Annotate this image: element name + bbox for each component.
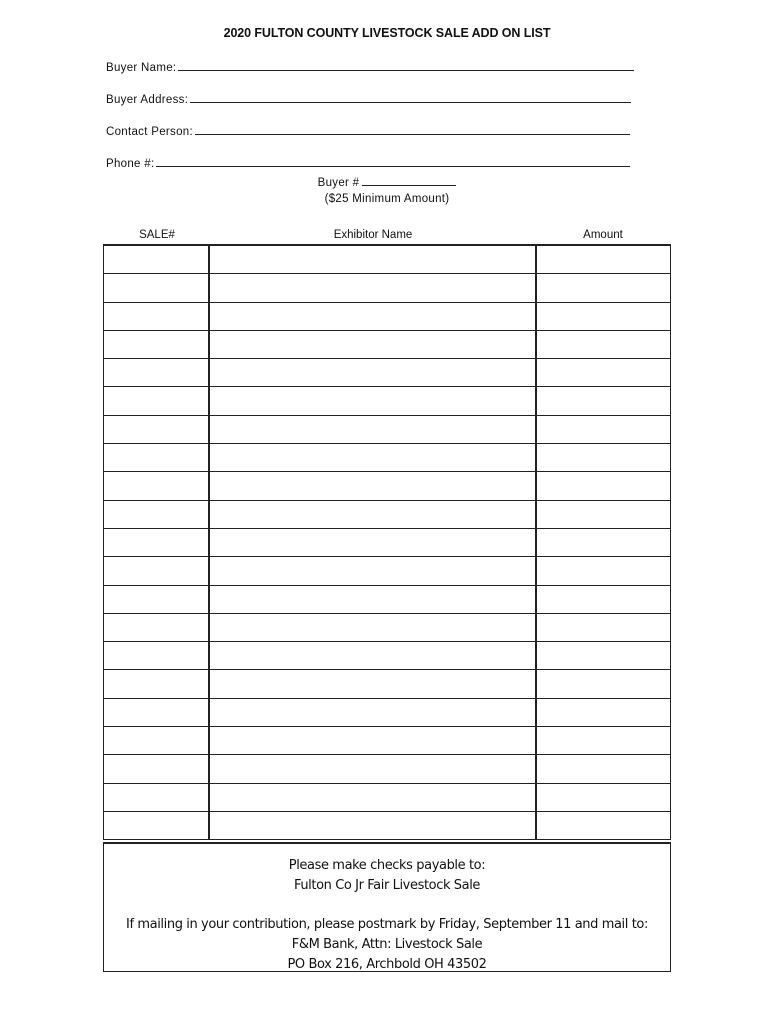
buyer-address-field[interactable] <box>106 92 631 106</box>
exhibitor-name-cell[interactable] <box>209 755 536 783</box>
buyer-name-label: Buyer Name: <box>106 62 177 74</box>
table-row <box>104 727 671 755</box>
table-row <box>104 415 671 443</box>
table-row <box>104 811 671 839</box>
table-row <box>104 783 671 811</box>
exhibitor-name-cell[interactable] <box>209 811 536 839</box>
table-row <box>104 585 671 613</box>
table-row <box>104 472 671 500</box>
buyer-number-line[interactable] <box>362 175 456 186</box>
phone-field[interactable] <box>106 156 630 170</box>
exhibitor-name-cell[interactable] <box>209 500 536 528</box>
amount-cell[interactable] <box>536 811 671 839</box>
table-row <box>104 302 671 330</box>
amount-cell[interactable] <box>536 783 671 811</box>
exhibitor-name-cell[interactable] <box>209 387 536 415</box>
amount-cell[interactable] <box>536 670 671 698</box>
buyer-number-field[interactable] <box>0 175 770 189</box>
table-row <box>104 387 671 415</box>
table-row <box>104 698 671 726</box>
amount-cell[interactable] <box>536 444 671 472</box>
sale-number-cell[interactable] <box>104 727 210 755</box>
exhibitor-name-cell[interactable] <box>209 642 536 670</box>
amount-cell[interactable] <box>536 755 671 783</box>
column-header-amount: Amount <box>583 229 623 241</box>
contact-person-label: Contact Person: <box>106 126 193 138</box>
exhibitor-name-cell[interactable] <box>209 727 536 755</box>
amount-cell[interactable] <box>536 698 671 726</box>
exhibitor-name-cell[interactable] <box>209 698 536 726</box>
buyer-number-label: Buyer # <box>317 177 360 189</box>
sale-number-cell[interactable] <box>104 359 210 387</box>
amount-cell[interactable] <box>536 415 671 443</box>
amount-cell[interactable] <box>536 330 671 358</box>
buyer-address-label: Buyer Address: <box>106 94 189 106</box>
sale-number-cell[interactable] <box>104 755 210 783</box>
amount-cell[interactable] <box>536 613 671 641</box>
sale-number-cell[interactable] <box>104 302 210 330</box>
exhibitor-name-cell[interactable] <box>209 359 536 387</box>
exhibitor-name-cell[interactable] <box>209 302 536 330</box>
table-row <box>104 359 671 387</box>
table-row <box>104 528 671 556</box>
table-row <box>104 444 671 472</box>
table-row <box>104 613 671 641</box>
buyer-address-line[interactable] <box>190 92 631 103</box>
table-row <box>104 755 671 783</box>
form-title: 2020 FULTON COUNTY LIVESTOCK SALE ADD ON LIST <box>223 26 551 40</box>
table-row <box>104 330 671 358</box>
exhibitor-name-cell[interactable] <box>209 415 536 443</box>
sale-number-cell[interactable] <box>104 444 210 472</box>
table-row <box>104 274 671 302</box>
payment-instructions <box>103 842 671 972</box>
amount-cell[interactable] <box>536 557 671 585</box>
sale-table-body <box>104 245 671 840</box>
exhibitor-name-cell[interactable] <box>209 783 536 811</box>
amount-cell[interactable] <box>536 727 671 755</box>
amount-cell[interactable] <box>536 642 671 670</box>
sale-number-cell[interactable] <box>104 500 210 528</box>
footer-payable-line: Please make checks payable to: <box>288 858 486 873</box>
sale-number-cell[interactable] <box>104 528 210 556</box>
amount-cell[interactable] <box>536 387 671 415</box>
exhibitor-name-cell[interactable] <box>209 274 536 302</box>
amount-cell[interactable] <box>536 528 671 556</box>
exhibitor-name-cell[interactable] <box>209 330 536 358</box>
sale-number-cell[interactable] <box>104 330 210 358</box>
sale-number-cell[interactable] <box>104 557 210 585</box>
sale-number-cell[interactable] <box>104 245 210 274</box>
column-header-exhibitor: Exhibitor Name <box>333 229 413 241</box>
exhibitor-name-cell[interactable] <box>209 528 536 556</box>
footer-address-line: PO Box 216, Archbold OH 43502 <box>287 957 487 972</box>
buyer-name-line[interactable] <box>178 60 634 71</box>
table-row <box>104 500 671 528</box>
footer-bank-line: F&M Bank, Attn: Livestock Sale <box>291 937 483 952</box>
amount-cell[interactable] <box>536 359 671 387</box>
contact-person-line[interactable] <box>195 124 630 135</box>
sale-number-cell[interactable] <box>104 698 210 726</box>
exhibitor-name-cell[interactable] <box>209 670 536 698</box>
exhibitor-name-cell[interactable] <box>209 444 536 472</box>
minimum-note: ($25 Minimum Amount) <box>324 193 450 205</box>
footer-payee-line: Fulton Co Jr Fair Livestock Sale <box>293 878 481 893</box>
phone-line[interactable] <box>156 156 630 167</box>
column-header-sale: SALE# <box>139 229 175 241</box>
sale-number-cell[interactable] <box>104 415 210 443</box>
sale-number-cell[interactable] <box>104 472 210 500</box>
exhibitor-name-cell[interactable] <box>209 472 536 500</box>
sale-number-cell[interactable] <box>104 387 210 415</box>
exhibitor-name-cell[interactable] <box>209 585 536 613</box>
exhibitor-name-cell[interactable] <box>209 557 536 585</box>
sale-number-cell[interactable] <box>104 811 210 839</box>
table-row <box>104 557 671 585</box>
table-row <box>104 670 671 698</box>
contact-person-field[interactable] <box>106 124 630 138</box>
amount-cell[interactable] <box>536 472 671 500</box>
buyer-name-field[interactable] <box>106 60 634 74</box>
amount-cell[interactable] <box>536 302 671 330</box>
sale-table <box>103 244 671 840</box>
amount-cell[interactable] <box>536 500 671 528</box>
amount-cell[interactable] <box>536 245 671 274</box>
amount-cell[interactable] <box>536 585 671 613</box>
amount-cell[interactable] <box>536 274 671 302</box>
sale-number-cell[interactable] <box>104 274 210 302</box>
exhibitor-name-cell[interactable] <box>209 613 536 641</box>
sale-number-cell[interactable] <box>104 613 210 641</box>
exhibitor-name-cell[interactable] <box>209 245 536 274</box>
sale-number-cell[interactable] <box>104 783 210 811</box>
sale-number-cell[interactable] <box>104 642 210 670</box>
table-row <box>104 245 671 274</box>
footer-mailing-line: If mailing in your contribution, please postmark by Friday, September 11 and mail to: <box>126 917 648 932</box>
phone-label: Phone #: <box>106 158 155 170</box>
sale-number-cell[interactable] <box>104 585 210 613</box>
sale-number-cell[interactable] <box>104 670 210 698</box>
table-row <box>104 642 671 670</box>
